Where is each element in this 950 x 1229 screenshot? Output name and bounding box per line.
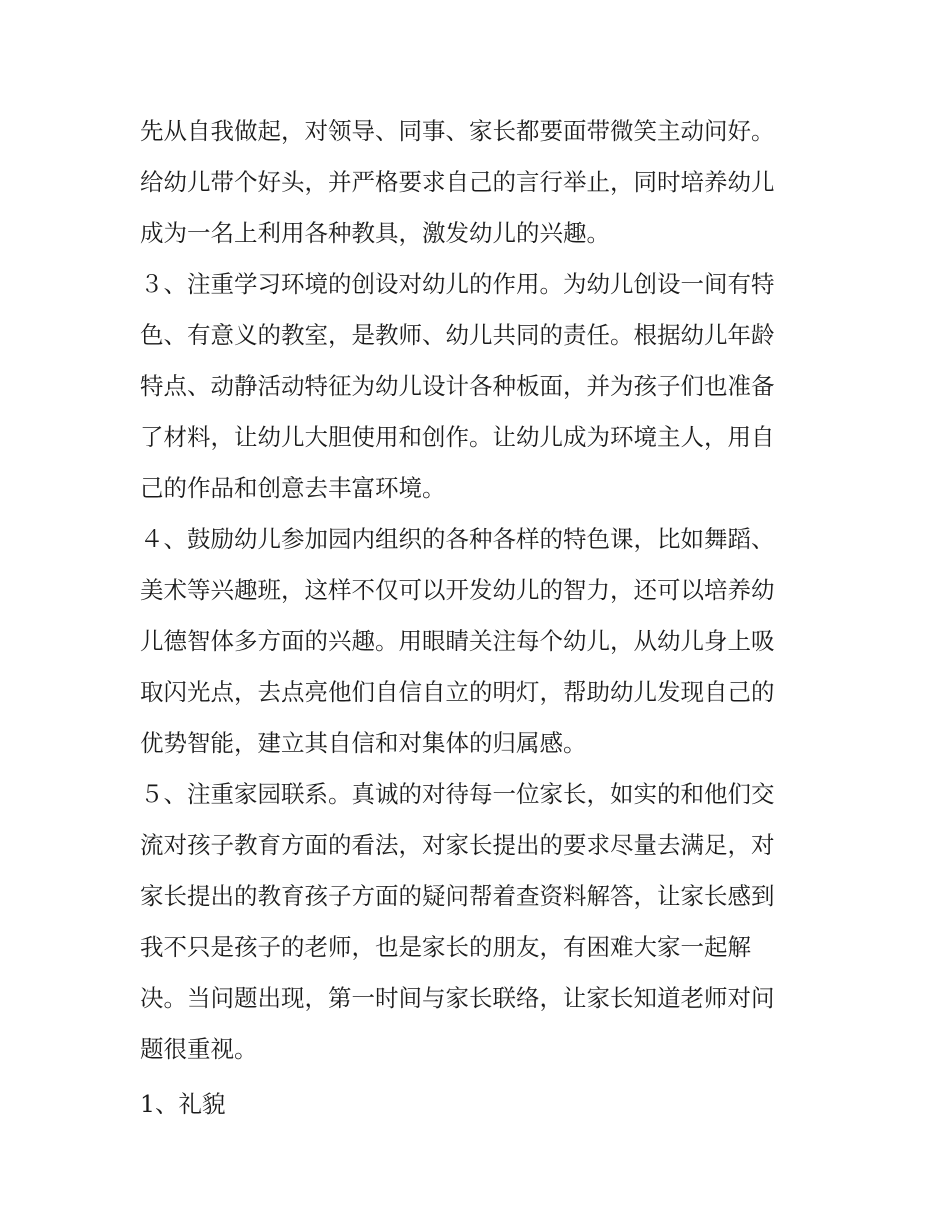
text-line-12: 取闪光点，去点亮他们自信自立的明灯，帮助幼儿发现自己的 [140, 678, 775, 706]
text-line-15: 流对孩子教育方面的看法，对家长提出的要求尽量去满足，对 [140, 831, 775, 859]
text-line-10: 美术等兴趣班，这样不仅可以开发幼儿的智力，还可以培养幼 [140, 576, 775, 604]
text-line-17: 我不只是孩子的老师，也是家长的朋友，有困难大家一起解 [140, 933, 751, 961]
text-line-4: ３、注重学习环境的创设对幼儿的作用。为幼儿创设一间有特 [140, 270, 775, 298]
text-line-14: ５、注重家园联系。真诚的对待每一位家长，如实的和他们交 [140, 780, 775, 808]
text-line-18: 决。当问题出现，第一时间与家长联络，让家长知道老师对问 [140, 984, 775, 1012]
text-line-9: ４、鼓励幼儿参加园内组织的各种各样的特色课，比如舞蹈、 [140, 525, 775, 553]
text-line-16: 家长提出的教育孩子方面的疑问帮着查资料解答，让家长感到 [140, 882, 775, 910]
text-line-3: 成为一名上利用各种教具，激发幼儿的兴趣。 [140, 219, 610, 247]
text-line-1: 先从自我做起，对领导、同事、家长都要面带微笑主动问好。 [140, 117, 775, 145]
section-heading: 1、礼貌 [140, 1090, 226, 1118]
text-line-8: 己的作品和创意去丰富环境。 [140, 474, 446, 502]
text-line-2: 给幼儿带个好头，并严格要求自己的言行举止，同时培养幼儿 [140, 168, 775, 196]
text-line-6: 特点、动静活动特征为幼儿设计各种板面，并为孩子们也准备 [140, 372, 775, 400]
text-line-5: 色、有意义的教室，是教师、幼儿共同的责任。根据幼儿年龄 [140, 321, 775, 349]
text-line-11: 儿德智体多方面的兴趣。用眼睛关注每个幼儿，从幼儿身上吸 [140, 627, 775, 655]
text-line-7: 了材料，让幼儿大胆使用和创作。让幼儿成为环境主人，用自 [140, 423, 775, 451]
text-line-19: 题很重视。 [140, 1035, 258, 1063]
text-line-13: 优势智能，建立其自信和对集体的归属感。 [140, 729, 587, 757]
body-text [140, 106, 820, 1130]
